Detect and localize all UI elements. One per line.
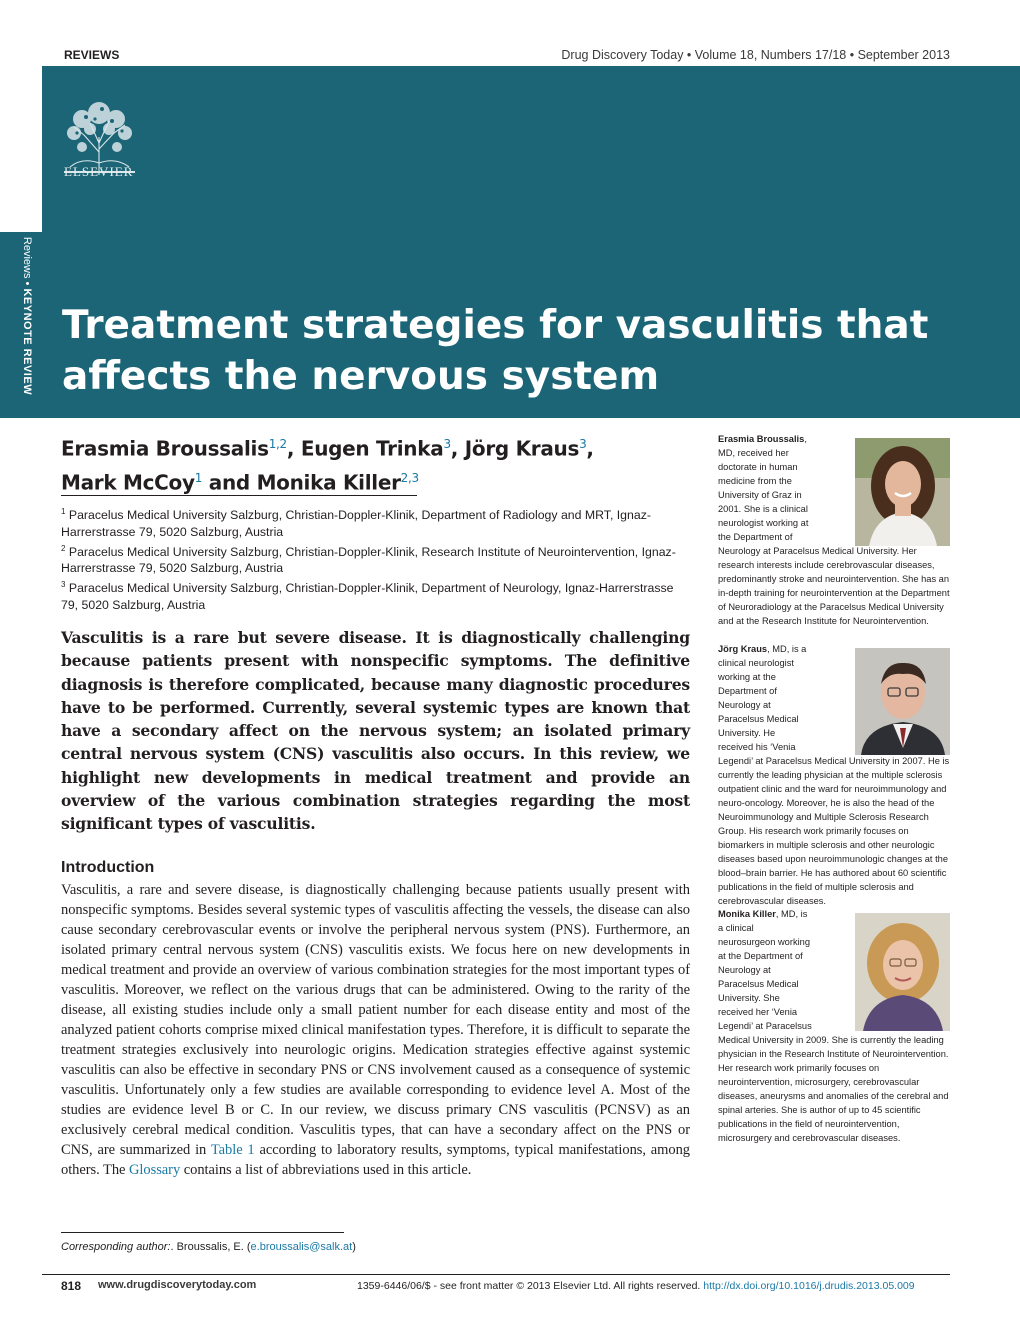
author-affil-ref: 1,2 [268,437,287,451]
journal-website-link[interactable]: www.drugdiscoverytoday.com [98,1279,257,1291]
copyright-text: 1359-6446/06/$ - see front matter © 2013 Elsevier Ltd. All rights reserved. [357,1280,704,1292]
divider [61,495,417,496]
affiliation [61,504,691,541]
introduction-heading: Introduction [61,859,155,876]
introduction-text: Vasculitis, a rare and severe disease, is diagnostically challenging because patients usually present with nonspecific symptoms. Besides several systemic types of vasculitis affecting the vessels, the disease can also cause secondary cerebrovascular events or involve the peripheral nervous system (PNS). Furthermore, an isolated primary central nervous system (CNS) vasculitis exists. We focus here on new developments in medical treatment and provide an overview of various combination strategies for the most important types of vasculitis. Moreover, we reflect on the various drugs that can be administered. Owing to the rarity of the disease, all existing studies include only a small patient number for each disease entity and most of the analyzed patient cohorts comprise mixed clinical manifestation types. Therefore, it is difficult to separate the treatment strategies exclusively into neurologic origins. Medication strategies effective against systemic vasculitis can also be effective in secondary PNS or CNS involvement caused as a consequence of systemic vasculitis. Unfortunately only a few studies are available corresponding to evidence level A. Most of the studies are evidence level B or C. In our review, we discuss primary CNS vasculitis (PCNSV) as an exclusively cerebral medical condition. Vasculitis types, that can have a secondary affect on the PNS or CNS, are summarized in [61,882,690,1158]
affiliation-number: 1 [61,507,66,516]
side-label [21,231,33,401]
affiliation-text: Paracelus Medical University Salzburg, Christian-Doppler-Klinik, Department of Neurology, Ignaz-Harrerstrasse 79, 5020 Salzburg, Austria [61,581,674,612]
affiliation-text: Paracelus Medical University Salzburg, Christian-Doppler-Klinik, Research Institute of Neurointervention, Ignaz-Harrerstrasse 79, 5020 Salzburg, Austria [61,544,676,576]
elsevier-wordmark: ELSEVIER [64,164,134,179]
author-affil-ref: 2,3 [400,470,419,485]
copyright-line [357,1280,915,1292]
footnote-divider [61,1232,344,1233]
author-affil-ref: 3 [443,437,451,451]
affiliation-text: Paracelus Medical University Salzburg, Christian-Doppler-Klinik, Department of Radiology and MRT, Ignaz-Harrerstrasse 79, 5020 Salzburg, Austria [61,508,651,539]
corresponding-author [61,1241,356,1253]
corresponding-label: Corresponding author: [61,1241,171,1253]
affiliation [61,541,691,578]
bio-killer [718,907,950,1145]
author-name: Mark McCoy [61,470,195,495]
affiliation-number: 3 [61,580,66,589]
bio-name: Monika Killer [718,909,776,919]
bio-text: , MD, received her doctorate in human medicine from the University of Graz in 2001. She is a clinical neurologist working at the Department of Neurology at Paracelsus Medical University. Her research interests include cerebrovascular diseases, predominantly stroke and neurointervention. She has an in-depth training for neurointervention at the Department of Neuroradiology at the Paracelsus Medical University and at the Research Institute for Neurointervention. [718,434,950,626]
author-separator: , [586,436,594,461]
author-separator: , [450,436,465,461]
bio-kraus [718,642,950,908]
author-name: Monika Killer [256,470,401,495]
journal-citation: Drug Discovery Today • Volume 18, Numbers 17/18 • September 2013 [561,48,950,62]
author-name: Erasmia Broussalis [61,436,269,461]
introduction-body [61,880,690,1180]
bio-text: , MD, is a clinical neurologist working at the Department of Neurology at Paracelsus Medical University. He received his ‘Venia Legendi’ at Paracelsus Medical University in 2007. He is currently the leading physician at the multiple sclerosis outpatient clinic and the ward for neuroimmunology and neuro-oncology. Moreover, he is also the head of the Neuroimmunology and Multiple Sclerosis Research Group. His research work primarily focuses on biomarkers in multiple sclerosis and other neurologic diseases based upon neuroimmunologic changes at the blood–brain barrier. He has authored about 60 scientific publications in the field of multiple sclerosis and cerebrovascular diseases. [718,644,950,906]
author-name: Jörg Kraus [464,436,580,461]
author-affil-ref: 3 [579,437,587,451]
email-link[interactable]: e.broussalis@salk.at [250,1241,353,1253]
page-number: 818 [61,1279,82,1293]
bio-name: Erasmia Broussalis [718,434,805,444]
side-label-reviews: Reviews • [21,236,33,289]
author-list [61,430,681,497]
corresponding-name: . Broussalis, E. ( [170,1241,251,1253]
author-affil-ref: 1 [194,470,203,485]
affiliation-number: 2 [61,543,66,553]
glossary-link[interactable]: Glossary [129,1162,181,1178]
bio-text: , MD, is a clinical neurosurgeon working at the Department of Neurology at Paracelsus Medical University. She received her ‘Venia Legendi’ at Paracelsus Medical University in 2009. She is currently the leading physician in the Research Institute of Neurointervention. Her research work primarily focuses on neurointervention, microsurgery, cerebrovascular diseases, aneurysms and anomalies of the cerebral and spinal arteries. She is author of up to 45 scientific publications in the field of neurointervention, microsurgery and cerebrovascular diseases. [718,909,949,1143]
section-label: REVIEWS [64,48,120,62]
affiliation [61,577,691,614]
photo-spacer [812,432,950,544]
table-1-link[interactable]: Table 1 [210,1142,255,1158]
corresponding-close: ) [352,1241,356,1253]
author-separator: , [286,436,301,461]
bio-broussalis [718,432,950,628]
bio-name: Jörg Kraus [718,644,768,654]
doi-link[interactable]: http://dx.doi.org/10.1016/j.drudis.2013.05.009 [703,1280,915,1292]
affiliations [61,504,691,614]
introduction-text: contains a list of abbreviations used in this article. [180,1162,472,1178]
article-title: Treatment strategies for vasculitis that affects the nervous system [62,303,929,399]
abstract: Vasculitis is a rare but severe disease. It is diagnostically challenging because patients present with nonspecific symptoms. The definitive diagnosis is therefore complicated, because many diagnostic procedures have to be performed. Currently, several systemic types are known that have a secondary affect on the nervous system; an isolated primary central nervous system (CNS) vasculitis also occurs. In this review, we highlight new developments in medical treatment and provide an overview of the various combination strategies regarding the most significant types of vasculitis. [61,628,690,834]
footer-divider [42,1274,950,1275]
photo-spacer [812,907,950,1032]
introduction-text: according to laboratory results, symptoms, typical manifestations, among others. The [61,1142,690,1178]
author-name: Eugen Trinka [300,436,444,461]
photo-spacer [812,642,950,754]
author-separator: and [202,470,257,495]
side-label-keynote: KEYNOTE REVIEW [21,288,33,396]
